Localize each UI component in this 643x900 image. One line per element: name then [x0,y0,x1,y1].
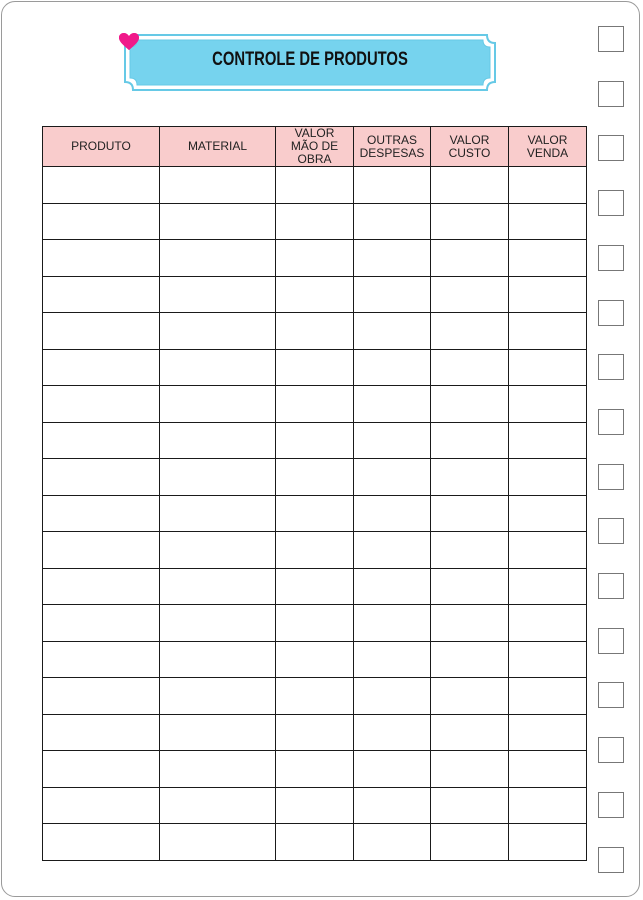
header-text: VALOR [527,132,568,147]
header-text: PRODUTO [71,139,131,153]
table-cell[interactable] [354,824,431,861]
table-cell[interactable] [431,641,509,678]
table-cell[interactable] [276,568,354,605]
table-cell[interactable] [431,605,509,642]
table-cell[interactable] [431,349,509,386]
table-cell[interactable] [160,641,276,678]
table-cell[interactable] [276,240,354,277]
table-cell[interactable] [354,422,431,459]
header-text: VALOR [449,132,490,147]
table-cell[interactable] [431,532,509,569]
table-cell[interactable] [509,532,587,569]
table-row [43,568,587,605]
table-cell[interactable] [354,313,431,350]
table-row [43,714,587,751]
heart-icon [119,33,139,51]
table-cell[interactable] [43,568,160,605]
title-banner [119,33,501,92]
table-cell[interactable] [43,167,160,204]
table-cell[interactable] [354,751,431,788]
checkbox[interactable] [598,135,624,161]
table-cell[interactable] [160,422,276,459]
checkbox[interactable] [598,518,624,544]
table-cell[interactable] [509,824,587,861]
table-row [43,751,587,788]
table-cell[interactable] [43,495,160,532]
table-cell[interactable] [160,678,276,715]
table-row [43,678,587,715]
table-row [43,641,587,678]
header-text: CUSTO [448,145,491,160]
table-cell[interactable] [43,787,160,824]
table-cell[interactable] [354,349,431,386]
table-cell[interactable] [431,495,509,532]
table-cell[interactable] [43,605,160,642]
table-cell[interactable] [509,276,587,313]
table-cell[interactable] [43,422,160,459]
table-cell[interactable] [509,386,587,423]
table-cell[interactable] [160,276,276,313]
table-cell[interactable] [160,751,276,788]
header-text: MÃO DE OBRA [290,139,339,166]
table-cell[interactable] [43,714,160,751]
table-cell[interactable] [160,386,276,423]
planner-page [1,1,640,897]
table-cell[interactable] [509,459,587,496]
table-cell[interactable] [509,751,587,788]
table-cell[interactable] [43,203,160,240]
table-cell[interactable] [276,787,354,824]
table-cell[interactable] [276,641,354,678]
table-cell[interactable] [43,678,160,715]
table-cell[interactable] [354,459,431,496]
table-cell[interactable] [509,605,587,642]
product-control-table [42,126,587,861]
table-cell[interactable] [276,276,354,313]
table-cell[interactable] [509,787,587,824]
table-cell[interactable] [43,641,160,678]
header-text: MATERIAL [187,139,248,153]
table-cell[interactable] [276,203,354,240]
checkbox[interactable] [598,300,624,326]
table-cell[interactable] [354,568,431,605]
table-cell[interactable] [160,605,276,642]
table-cell[interactable] [509,167,587,204]
table-cell[interactable] [354,678,431,715]
table-cell[interactable] [431,824,509,861]
table-cell[interactable] [431,422,509,459]
checkbox[interactable] [598,354,624,380]
page-title: CONTROLE DE PRODUTOS [212,49,408,70]
table-cell[interactable] [509,714,587,751]
table-cell[interactable] [354,240,431,277]
table-cell[interactable] [43,459,160,496]
table-cell[interactable] [509,422,587,459]
table-cell[interactable] [43,532,160,569]
checkbox[interactable] [598,737,624,763]
header-text: OUTRAS [366,132,417,147]
table-cell[interactable] [431,568,509,605]
table-row [43,532,587,569]
table-cell[interactable] [276,422,354,459]
table-cell[interactable] [43,751,160,788]
table-row [43,276,587,313]
table-cell[interactable] [354,203,431,240]
table-cell[interactable] [509,641,587,678]
table-cell[interactable] [160,203,276,240]
table-cell[interactable] [160,240,276,277]
table-cell[interactable] [509,203,587,240]
table-cell[interactable] [431,678,509,715]
header-text: VENDA [526,145,569,160]
table-cell[interactable] [276,751,354,788]
table-cell[interactable] [431,714,509,751]
header-material [160,127,276,167]
table-cell[interactable] [354,276,431,313]
table-cell[interactable] [354,787,431,824]
checkbox[interactable] [598,409,624,435]
table-cell[interactable] [509,349,587,386]
table-cell[interactable] [43,313,160,350]
checkbox[interactable] [598,792,624,818]
table-row [43,313,587,350]
table-cell[interactable] [43,276,160,313]
table-cell[interactable] [431,167,509,204]
checkbox[interactable] [598,464,624,490]
table-cell[interactable] [276,313,354,350]
header-text: VALOR [294,126,335,140]
table-cell[interactable] [160,532,276,569]
table-cell[interactable] [43,824,160,861]
table-cell[interactable] [276,495,354,532]
table-cell[interactable] [160,787,276,824]
header-produto [43,127,160,167]
table-cell[interactable] [276,349,354,386]
checkbox[interactable] [598,245,624,271]
table-row [43,824,587,861]
table-row [43,167,587,204]
table-cell[interactable] [509,678,587,715]
table-row [43,203,587,240]
table-cell[interactable] [431,276,509,313]
table-cell[interactable] [509,568,587,605]
table-cell[interactable] [354,495,431,532]
table-cell[interactable] [43,240,160,277]
header-valor-custo [431,127,509,167]
table-cell[interactable] [276,678,354,715]
table-cell[interactable] [276,386,354,423]
table-row [43,495,587,532]
table-row [43,349,587,386]
table-cell[interactable] [431,240,509,277]
checkbox[interactable] [598,628,624,654]
table-cell[interactable] [276,605,354,642]
table-cell[interactable] [354,714,431,751]
header-outras-despesas [354,127,431,167]
table-cell[interactable] [160,824,276,861]
table-cell[interactable] [354,532,431,569]
table-row [43,386,587,423]
table-cell[interactable] [431,787,509,824]
table-cell[interactable] [431,386,509,423]
table-cell[interactable] [160,459,276,496]
table-cell[interactable] [160,714,276,751]
header-valor-venda [509,127,587,167]
table-cell[interactable] [276,532,354,569]
table-cell[interactable] [354,386,431,423]
table-row [43,422,587,459]
table-cell[interactable] [431,751,509,788]
checkbox[interactable] [598,81,624,107]
table-row [43,787,587,824]
table-cell[interactable] [276,714,354,751]
table-cell[interactable] [160,313,276,350]
table-cell[interactable] [354,641,431,678]
table-cell[interactable] [509,313,587,350]
table-cell[interactable] [431,459,509,496]
table-row [43,459,587,496]
header-valor-mao-de-obra [276,127,354,167]
table-cell[interactable] [431,313,509,350]
table-cell[interactable] [354,167,431,204]
table-header-row [43,127,587,167]
table-row [43,605,587,642]
table-cell[interactable] [160,568,276,605]
table-cell[interactable] [276,824,354,861]
table-cell[interactable] [509,240,587,277]
checkbox[interactable] [598,573,624,599]
table-cell[interactable] [276,459,354,496]
table-row [43,240,587,277]
table-cell[interactable] [354,605,431,642]
table-cell[interactable] [276,167,354,204]
header-text: DESPESAS [359,145,425,160]
table-cell[interactable] [160,495,276,532]
table-body [43,167,587,861]
checkbox[interactable] [598,682,624,708]
table-cell[interactable] [43,386,160,423]
table-cell[interactable] [160,349,276,386]
table-cell[interactable] [431,203,509,240]
table-cell[interactable] [43,349,160,386]
checkbox[interactable] [598,26,624,52]
table-cell[interactable] [509,495,587,532]
table-cell[interactable] [160,167,276,204]
checkbox[interactable] [598,847,624,873]
checkbox[interactable] [598,190,624,216]
